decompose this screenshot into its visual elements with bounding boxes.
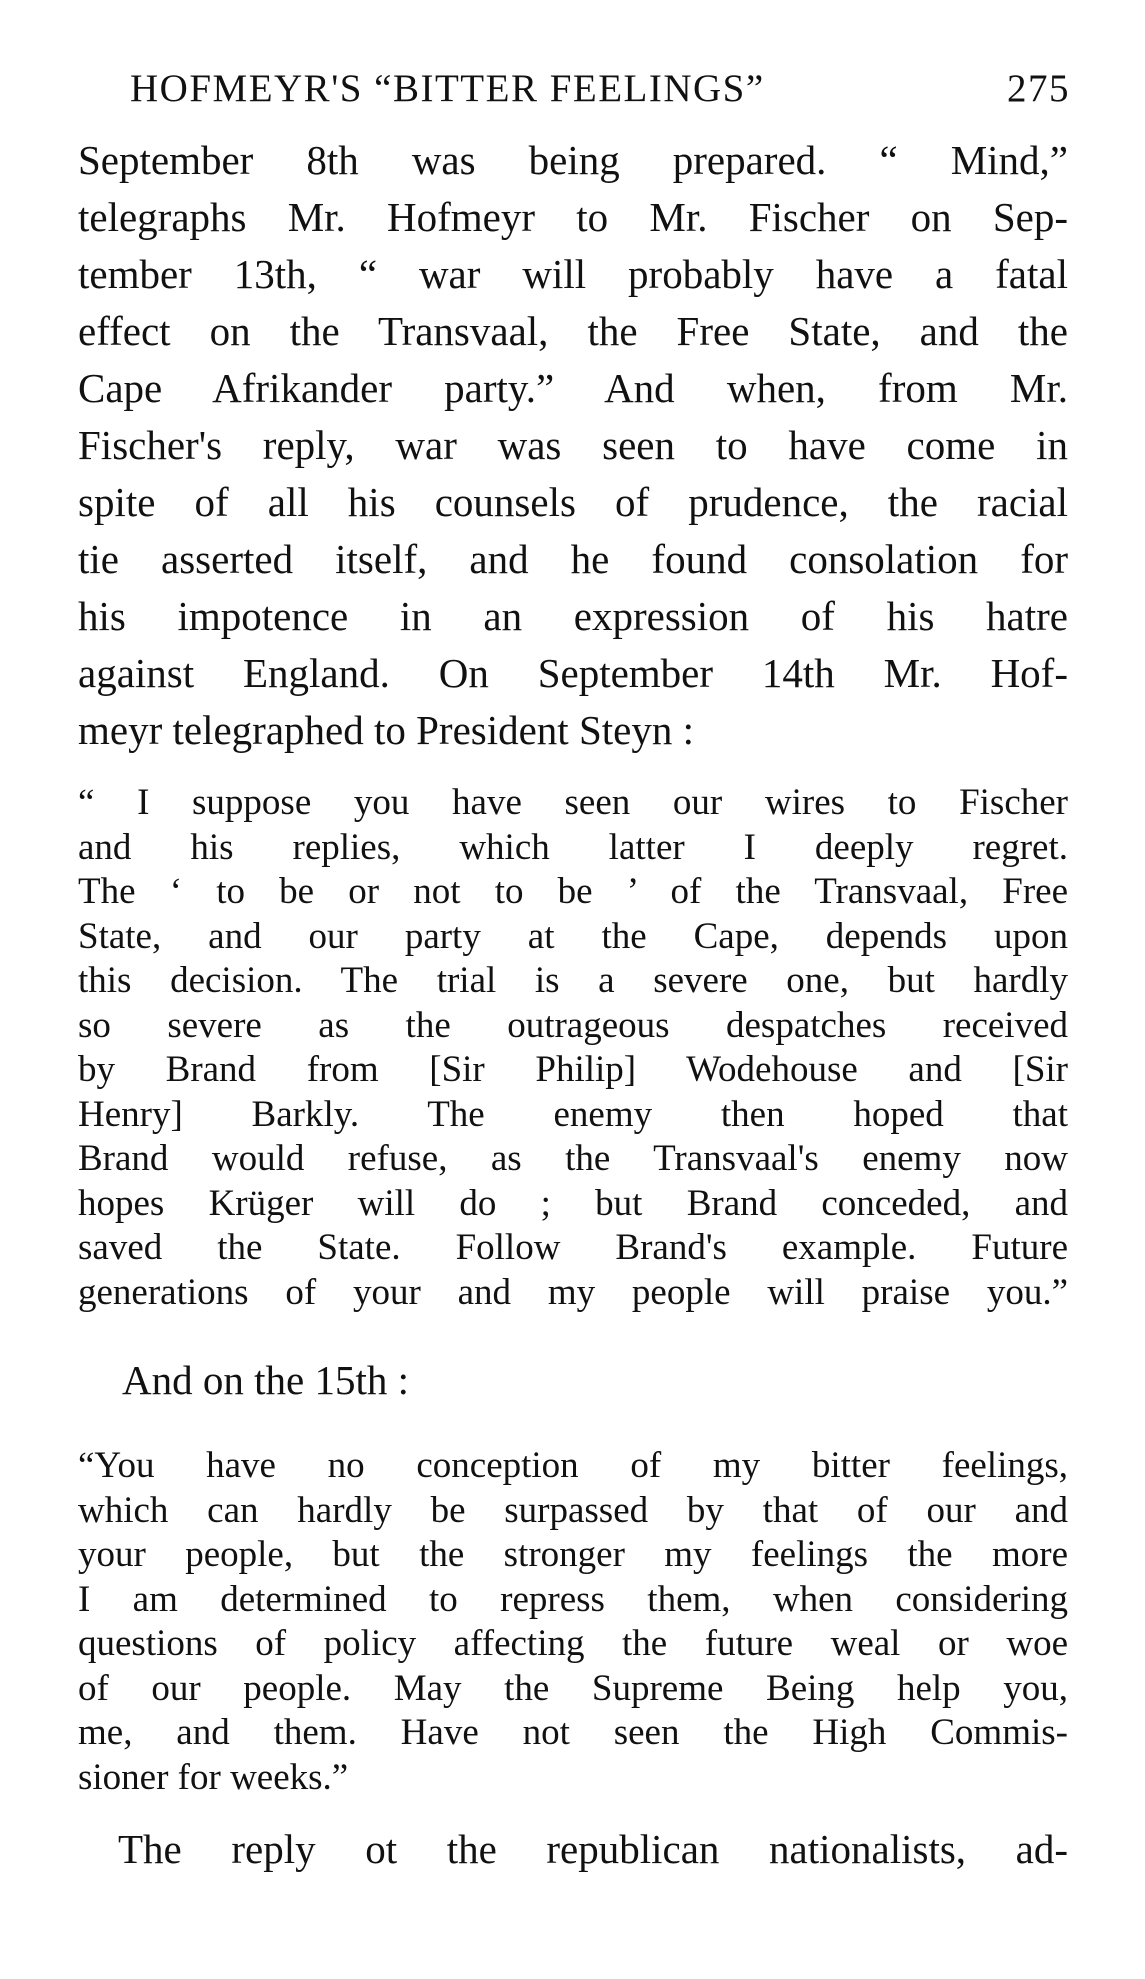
quote-line: State, and our party at the Cape, depends upon bbox=[78, 915, 1068, 957]
block-quote-2 bbox=[78, 1444, 1068, 1800]
text-line: effect on the Transvaal, the Free State, and the bbox=[78, 308, 1068, 354]
intro-line-2 bbox=[122, 1352, 1062, 1409]
quote-line: by Brand from [Sir Philip] Wodehouse and [Sir bbox=[78, 1049, 1068, 1090]
block-quote-1 bbox=[78, 781, 1068, 1315]
quote-line: your people, but the stronger my feelings the more bbox=[78, 1534, 1068, 1575]
running-head bbox=[130, 66, 1070, 116]
quote-line: I am determined to repress them, when considering bbox=[78, 1578, 1068, 1620]
quote-line: “You have no conception of my bitter feelings, bbox=[78, 1445, 1068, 1486]
text-line: Cape Afrikander party.” And when, from Mr. bbox=[78, 365, 1068, 411]
page-number: 275 bbox=[1007, 67, 1070, 110]
text-line: tie asserted itself, and he found consolation for bbox=[78, 536, 1068, 582]
quote-line: “ I suppose you have seen our wires to Fischer bbox=[78, 782, 1068, 823]
text-line: Fischer's reply, war was seen to have come in bbox=[78, 422, 1068, 468]
quote-line: Brand would refuse, as the Transvaal's enemy now bbox=[78, 1138, 1068, 1179]
text-line: spite of all his counsels of prudence, the racial bbox=[78, 479, 1068, 525]
quote-line: so severe as the outrageous despatches received bbox=[78, 1004, 1068, 1046]
quote-line: sioner for weeks.” bbox=[78, 1756, 349, 1798]
quote-line: me, and them. Have not seen the High Commis- bbox=[78, 1712, 1068, 1753]
text-line: against England. On September 14th Mr. Hof- bbox=[78, 650, 1068, 696]
quote-line: which can hardly be surpassed by that of our and bbox=[78, 1489, 1068, 1531]
text-line: The reply ot the republican nationalists, ad- bbox=[118, 1826, 1068, 1872]
quote-line: this decision. The trial is a severe one, but hardly bbox=[78, 960, 1068, 1001]
quote-line: The ‘ to be or not to be ’ of the Transvaal, Free bbox=[78, 871, 1068, 912]
quote-line: Henry] Barkly. The enemy then hoped that bbox=[78, 1093, 1068, 1135]
text-line: And on the 15th : bbox=[122, 1357, 409, 1403]
quote-line: generations of your and my people will praise you.” bbox=[78, 1271, 1068, 1313]
running-title: HOFMEYR'S “BITTER FEELINGS” bbox=[130, 67, 765, 110]
quote-line: of our people. May the Supreme Being help you, bbox=[78, 1667, 1068, 1709]
quote-line: questions of policy affecting the future weal or woe bbox=[78, 1623, 1068, 1664]
text-line: his impotence in an expression of his hatre bbox=[78, 593, 1068, 639]
quote-line: hopes Krüger will do ; but Brand conceded, and bbox=[78, 1182, 1068, 1224]
paragraph-3 bbox=[78, 1821, 1068, 1878]
quote-line: saved the State. Follow Brand's example. Future bbox=[78, 1227, 1068, 1268]
text-line: meyr telegraphed to President Steyn : bbox=[78, 707, 694, 753]
quote-line: and his replies, which latter I deeply regret. bbox=[78, 826, 1068, 868]
text-line: telegraphs Mr. Hofmeyr to Mr. Fischer on Sep- bbox=[78, 194, 1068, 240]
paragraph-1 bbox=[78, 132, 1068, 759]
text-line: tember 13th, “ war will probably have a fatal bbox=[78, 251, 1068, 297]
text-line: September 8th was being prepared. “ Mind,” bbox=[78, 137, 1068, 183]
